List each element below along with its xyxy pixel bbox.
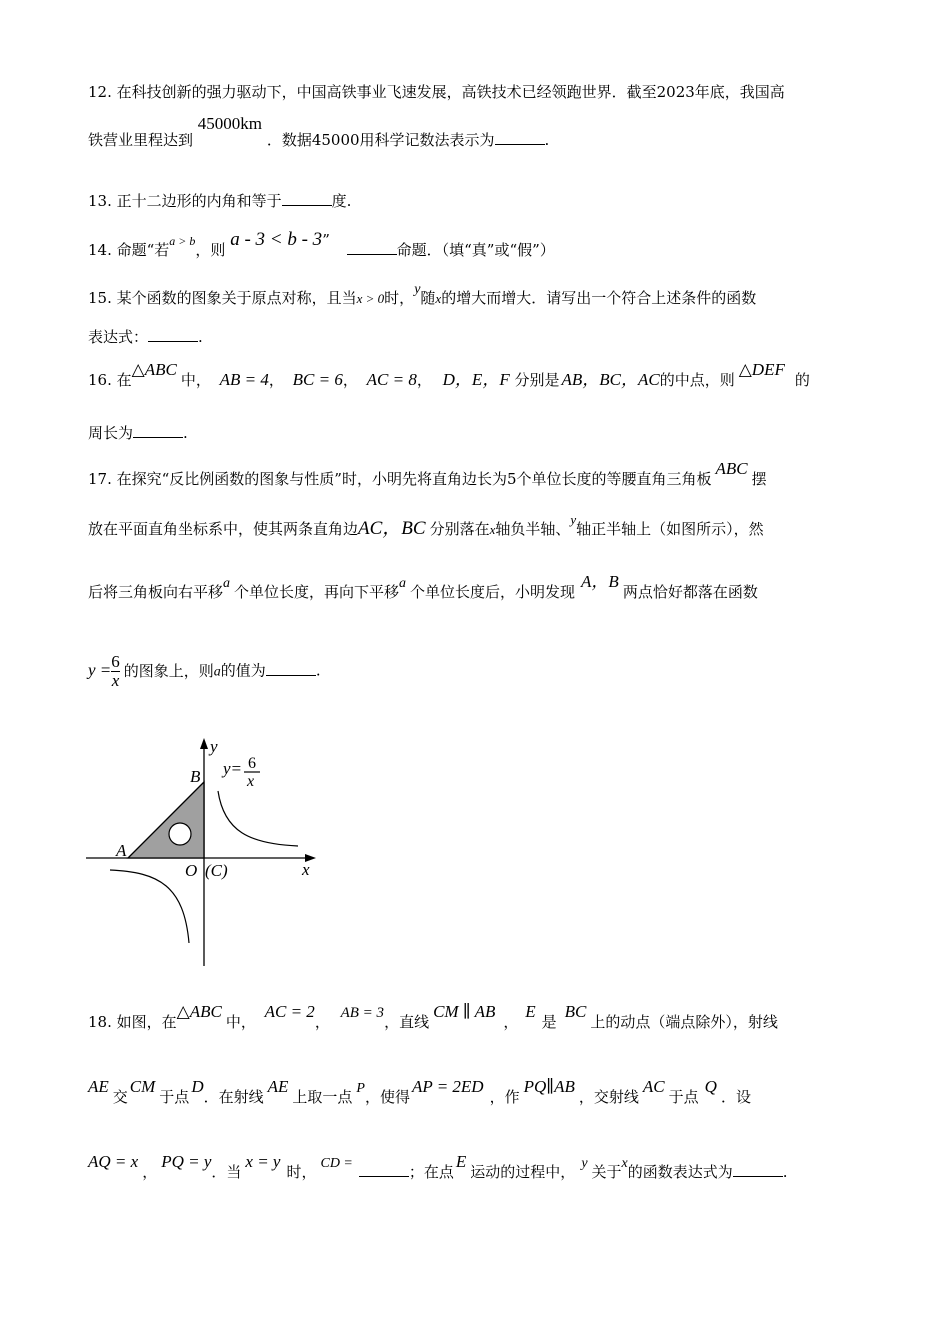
q18-end: . [782, 1163, 788, 1181]
q18-l2-b: 于点 [159, 1088, 190, 1106]
a-label: A [116, 841, 127, 860]
q17-func-num: 6 [111, 652, 120, 671]
q17-func-frac [111, 653, 120, 690]
q17-line4-text-b: 的值为 [220, 661, 266, 680]
q18-ab: AB = 3 [340, 1005, 385, 1021]
q17-line1-end: 摆 [751, 470, 767, 488]
q18-sep1: ， [314, 1013, 330, 1031]
q16-ac: AC = 8 [366, 370, 417, 389]
q18-aq: AQ = x [88, 1152, 139, 1171]
q18-ae: AE [88, 1077, 109, 1096]
q15-text-d: 的增大而增大．请写出一个符合上述条件的函数 [441, 289, 757, 307]
q16-ab: AB = 4 [219, 370, 269, 389]
q18-l2-f: ，作 [489, 1088, 520, 1106]
q18-l3-f: 的函数表达式为 [627, 1163, 733, 1181]
q18-l2-i: ．设 [720, 1088, 751, 1106]
q15-condition: x > 0 [356, 291, 385, 306]
q17-a1: a [223, 576, 231, 591]
q15-line2 [88, 327, 203, 347]
q18-text-f: 上的动点（端点除外），射线 [590, 1013, 778, 1031]
q12-text-b: ．数据45000用科学记数法表示为 [266, 131, 495, 149]
q17-line3 [88, 572, 758, 604]
curve-den: x [247, 773, 255, 790]
q16-def: D，E，F [442, 370, 510, 389]
q18-y: y [581, 1156, 588, 1171]
q18-l3-d: 关于 [591, 1163, 622, 1181]
q15-answer-blank[interactable] [148, 327, 198, 342]
q17-answer-blank[interactable] [266, 661, 316, 676]
q17-line2-text-a: 放在平面直角坐标系中，使其两条直角边 [88, 520, 359, 538]
q18-l3-e: 运动的过程中， [470, 1163, 576, 1181]
q18-parallel: CM ∥ AB [433, 1002, 496, 1021]
q16-sep2: ， [342, 371, 358, 389]
q18-x: x [621, 1156, 628, 1171]
q13-answer-blank[interactable] [282, 191, 332, 206]
q17-end: . [315, 661, 321, 680]
q16-sides: AB，BC，AC [561, 370, 660, 389]
q12-line2 [88, 114, 550, 150]
q18-p: P [356, 1081, 365, 1096]
q18-line1 [88, 1002, 778, 1033]
q18-l3-c: ；在点 [408, 1163, 454, 1181]
q18-d: D [191, 1077, 204, 1096]
curve-num: 6 [248, 755, 256, 772]
q18-cm: CM [129, 1077, 156, 1096]
q16-triangle2: △DEF [738, 360, 785, 379]
origin-label: O [185, 861, 198, 880]
q17-line3-text-c: 个单位长度后，小明发现 [410, 583, 576, 601]
q16-bc: BC = 6 [292, 370, 343, 389]
q16-text-a: 16. 在 [88, 371, 132, 389]
q12-end: . [544, 131, 550, 149]
q18-ae2: AE [267, 1077, 289, 1096]
q12-answer-blank[interactable] [495, 130, 545, 145]
q16-sep3: ， [416, 371, 432, 389]
q18-q: Q [704, 1077, 717, 1096]
q15-line1 [88, 282, 757, 310]
y-axis-label: y [210, 737, 218, 756]
q17-line3-text-b: 个单位长度，再向下平移 [234, 583, 400, 601]
q17-line1 [88, 459, 767, 489]
q14-answer-blank[interactable] [347, 240, 397, 255]
triangle-abc [128, 782, 204, 858]
q18-text-b: 中， [225, 1013, 256, 1031]
q18-text-d: 是 [541, 1013, 557, 1031]
q12-text-a: 铁营业里程达到 [88, 131, 194, 149]
q15-end: . [198, 328, 203, 346]
q16-triangle: △ABC [131, 360, 177, 379]
q14-condition: a > b [169, 234, 196, 248]
q18-cd: CD = [320, 1156, 353, 1171]
q18-sep3: ， [142, 1163, 158, 1181]
curve-label: y= [223, 759, 243, 778]
q17-abc: ABC [715, 459, 748, 478]
hyperbola-branch-q1 [218, 791, 298, 846]
q18-ac: AC = 2 [264, 1002, 315, 1021]
q17-line4 [88, 653, 321, 690]
q14-text-c: ” [322, 231, 330, 249]
q18-xy: x = y [245, 1152, 281, 1171]
q18-ac2: AC [642, 1077, 665, 1096]
q18-pq: PQ∥AB [523, 1077, 575, 1096]
q18-pq2: PQ = y [161, 1152, 212, 1171]
q17-func-den: x [111, 671, 120, 690]
q17-acbc: AC，BC [358, 518, 426, 539]
q18-l2-g: ，交射线 [578, 1088, 639, 1106]
q17-line1-text: 17. 在探究“反比例函数的图象与性质”时，小明先将直角边长为5个单位长度的等腰直角三角板 [88, 470, 712, 488]
q18-text-c: ，直线 [384, 1013, 430, 1031]
q16-text-e: 的 [794, 371, 810, 389]
b-label: B [190, 767, 201, 786]
q15-text-a: 15. 某个函数的图象关于原点对称，且当 [88, 289, 357, 307]
q15-y: y [414, 282, 421, 297]
q17-line3-text-a: 后将三角板向右平移 [88, 583, 224, 601]
q16-line2-text: 周长为 [88, 424, 134, 442]
q12-line1: 12. 在科技创新的强力驱动下，中国高铁事业飞速发展，高铁技术已经领跑世界．截至2023年底，我国高 [88, 83, 785, 101]
q18-l2-a: 交 [112, 1088, 128, 1106]
q14-text-b: ，则 [195, 241, 226, 259]
q18-line3 [88, 1152, 788, 1184]
q16-line2 [88, 423, 188, 443]
q16-sep1: ， [268, 371, 284, 389]
q17-x: x [489, 522, 496, 537]
q16-end: . [183, 424, 188, 442]
q16-text-b: 中， [180, 371, 211, 389]
q13-text-a: 13. 正十二边形的内角和等于 [88, 192, 282, 210]
q17-ab: A，B [581, 572, 619, 591]
q12-km: 45000km [197, 114, 263, 133]
q14-text-a: 14. 命题“若 [88, 241, 170, 259]
q18-text-a: 18. 如图，在 [88, 1013, 177, 1031]
q17-line2-text-d: 轴正半轴上（如图所示），然 [576, 520, 764, 538]
q18-l2-h: 于点 [668, 1088, 699, 1106]
q17-figure [84, 736, 324, 971]
q18-bc: BC [564, 1002, 587, 1021]
q17-line4-text-a: 的图象上，则 [123, 661, 214, 680]
q16-answer-blank[interactable] [133, 423, 183, 438]
q16-line1 [88, 360, 810, 390]
q18-line2 [88, 1077, 751, 1109]
q15-x: x [435, 291, 442, 306]
q15-text-c: 随 [420, 289, 436, 307]
triangle-hole [169, 823, 191, 845]
q15-text-b: 时， [384, 289, 415, 307]
q18-function-blank[interactable] [733, 1162, 783, 1177]
x-axis-label: x [302, 860, 310, 879]
q18-l3-b: 时， [286, 1163, 317, 1181]
q17-a3: a [213, 664, 221, 680]
q18-e2: E [455, 1152, 467, 1171]
q18-ap: AP = 2ED [411, 1077, 484, 1096]
q18-l2-e: ，使得 [364, 1088, 410, 1106]
q17-line3-text-d: 两点恰好都落在函数 [622, 583, 758, 601]
q17-line2-text-c: 轴负半轴、 [495, 520, 571, 538]
q18-l3-a: ．当 [211, 1163, 242, 1181]
q17-line2 [88, 512, 764, 540]
q14-conclusion: a - 3 < b - 3 [230, 229, 323, 250]
q14-text-d: 命题．（填“真”或“假”） [396, 241, 555, 259]
q17-y: y [570, 512, 577, 527]
y-axis-arrow-icon [200, 738, 208, 749]
q17-func-lhs: y = [88, 660, 112, 680]
q18-l2-c: ．在射线 [203, 1088, 264, 1106]
q13-text-b: 度. [331, 192, 352, 210]
q14 [88, 229, 555, 261]
c-label: (C) [205, 861, 228, 880]
q18-e: E [525, 1002, 536, 1021]
q17-a2: a [399, 576, 407, 591]
q16-text-c: 分别是 [514, 371, 560, 389]
hyperbola-branch-q3 [110, 870, 189, 943]
q13 [88, 191, 351, 211]
q18-sep2: ， [503, 1013, 519, 1031]
q17-line2-text-b: 分别落在 [429, 520, 490, 538]
q18-l2-d2: 上取一点 [292, 1088, 353, 1106]
q16-text-d: 的中点，则 [659, 371, 735, 389]
q15-line2-text: 表达式： [88, 328, 149, 346]
q18-cd-blank[interactable] [359, 1162, 409, 1177]
q18-triangle: △ABC [176, 1002, 222, 1021]
